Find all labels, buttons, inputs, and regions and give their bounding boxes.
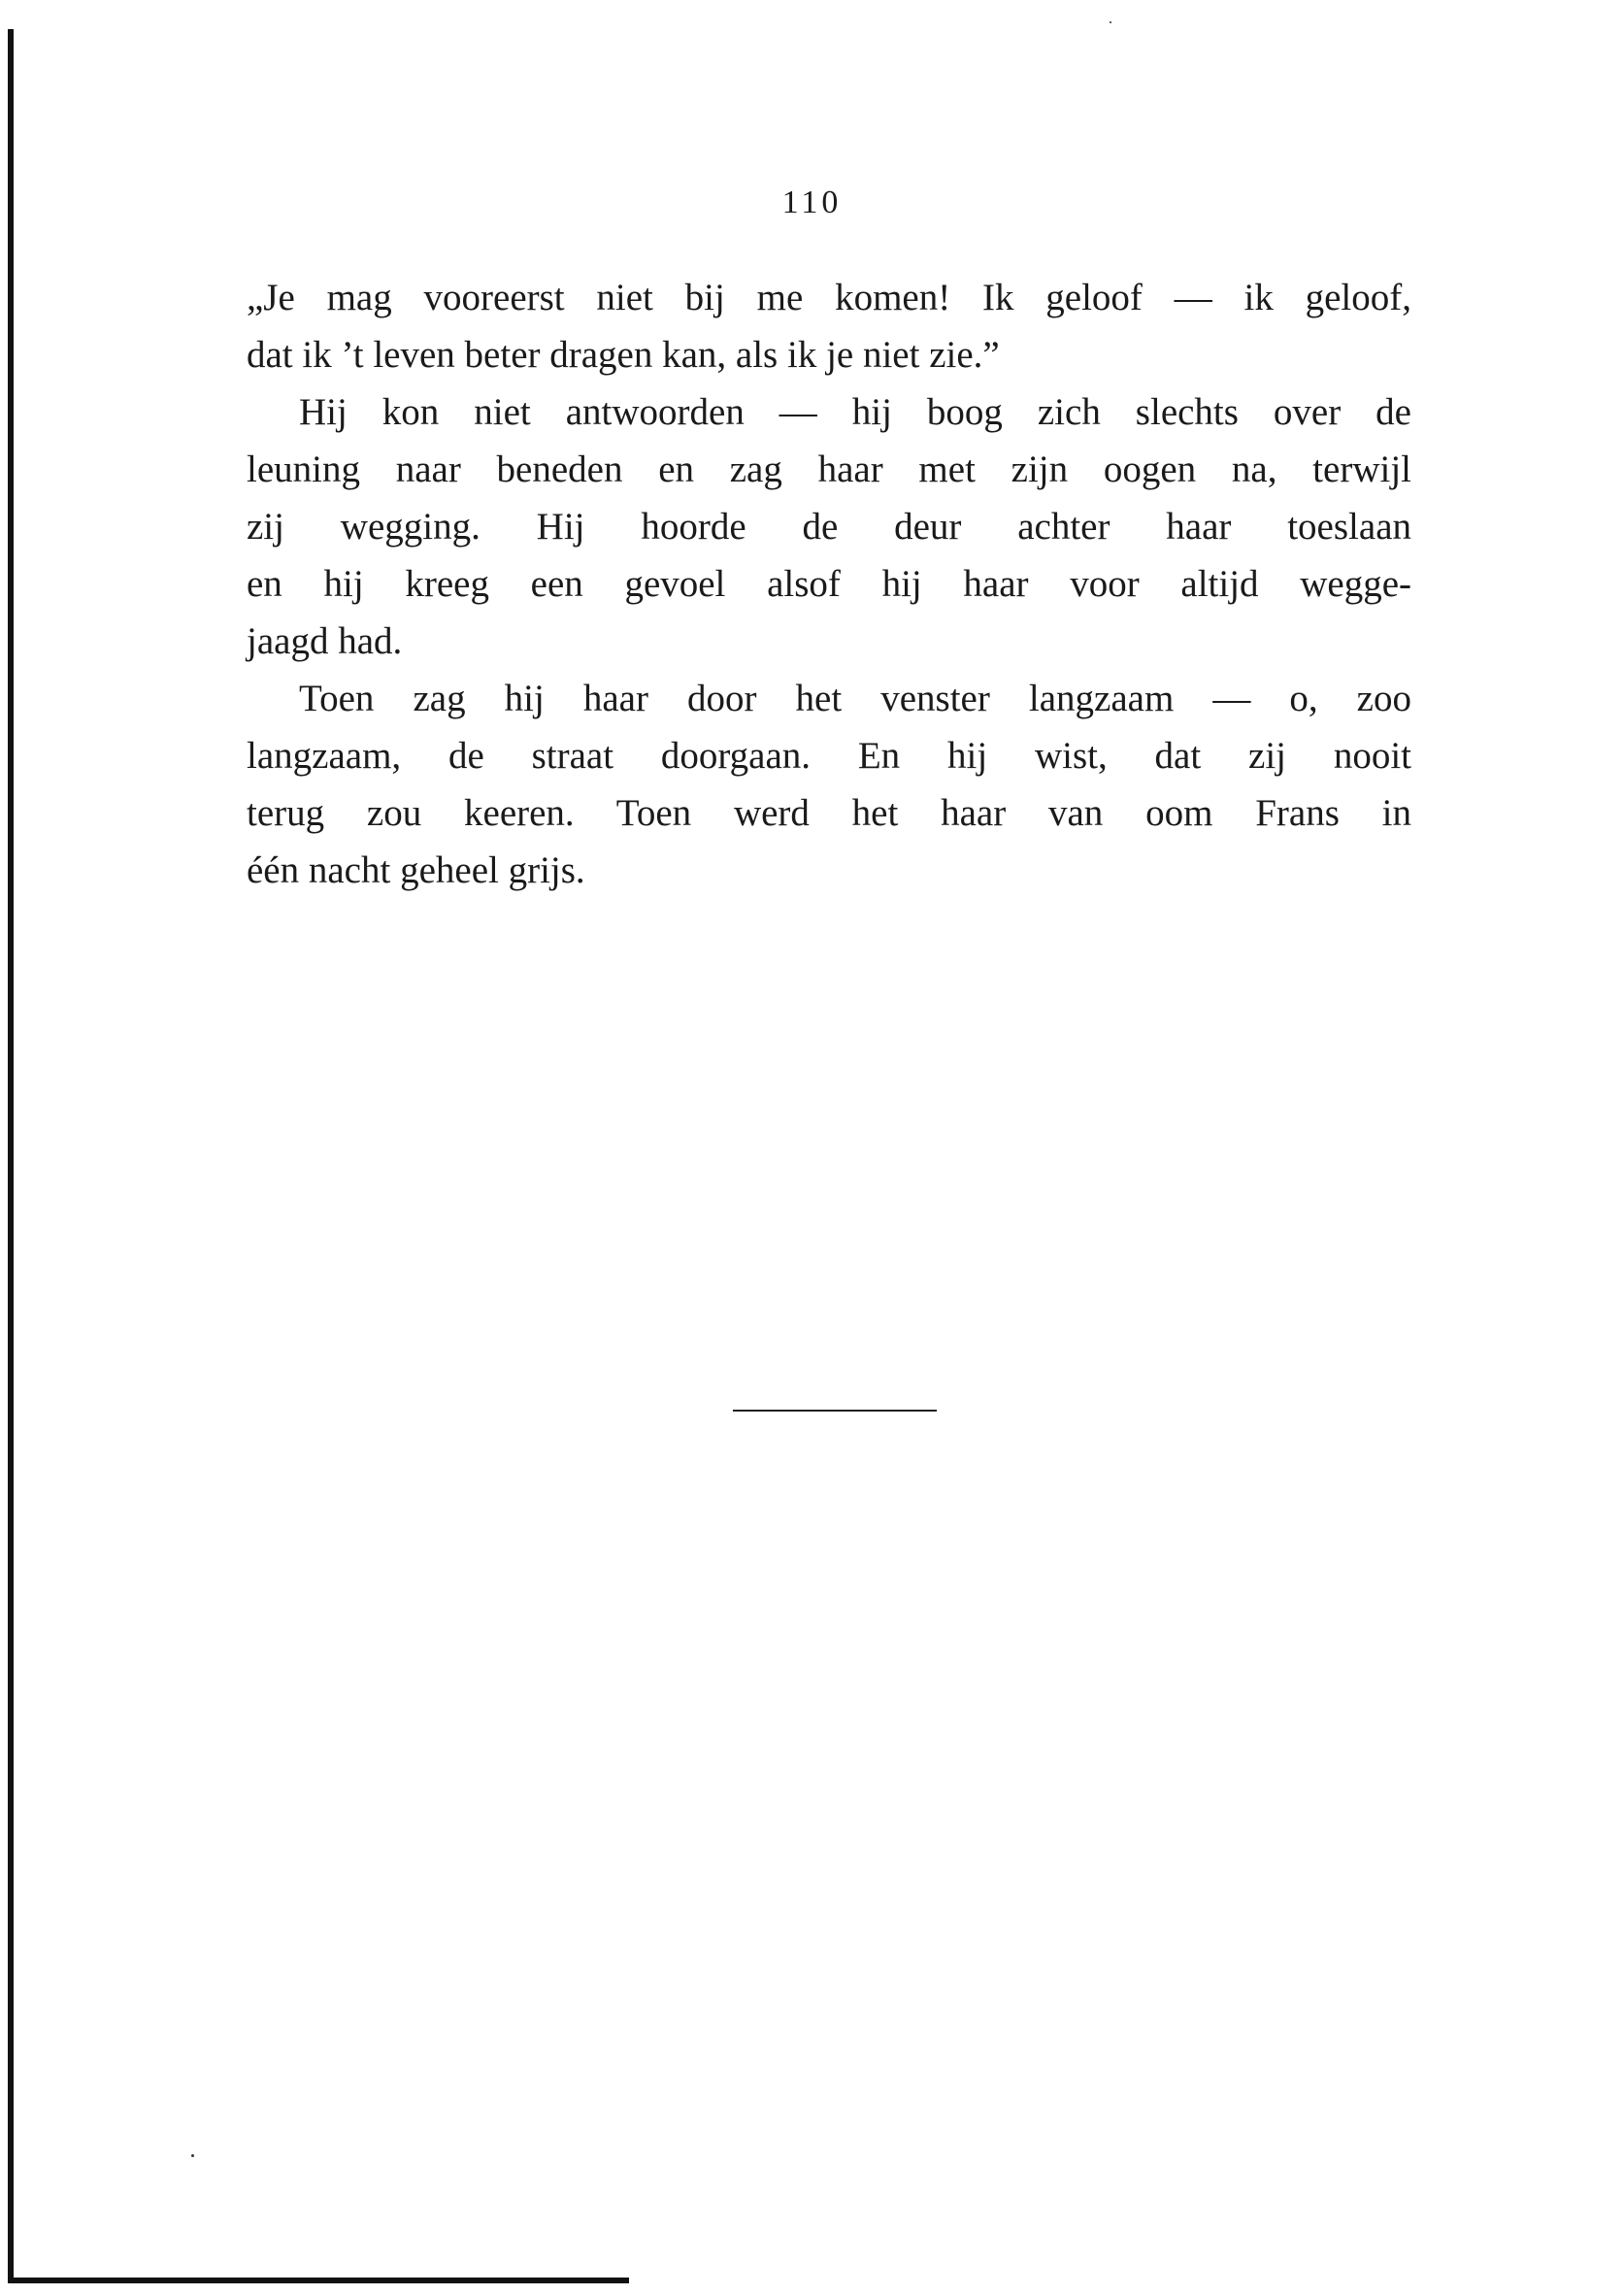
- text-line: leuning naar beneden en zag haar met zijn oogen na, terwijl: [247, 449, 1411, 490]
- text-line: één nacht geheel grijs.: [247, 849, 585, 891]
- text-line: dat ik ’t leven beter dragen kan, als ik je niet zie.”: [247, 334, 1000, 376]
- scan-edge-bottom: [8, 2278, 629, 2283]
- text-line: Toen zag hij haar door het venster langzaam — o, zoo: [299, 678, 1411, 719]
- scan-speck: [191, 2154, 194, 2157]
- text-line: „Je mag vooreerst niet bij me komen! Ik geloof — ik geloof,: [247, 277, 1411, 318]
- text-line: langzaam, de straat doorgaan. En hij wist, dat zij nooit: [247, 735, 1411, 777]
- text-line: zij wegging. Hij hoorde de deur achter haar toeslaan: [247, 506, 1411, 548]
- text-line: Hij kon niet antwoorden — hij boog zich slechts over de: [299, 391, 1411, 433]
- body-text: [247, 269, 1411, 899]
- page-number: 110: [781, 184, 843, 220]
- text-line: terug zou keeren. Toen werd het haar van oom Frans in: [247, 792, 1411, 834]
- text-line: en hij kreeg een gevoel alsof hij haar voor altijd wegge-: [247, 563, 1411, 605]
- section-end-rule: [733, 1410, 937, 1412]
- scan-edge-left: [8, 29, 14, 2281]
- text-line: jaagd had.: [247, 620, 403, 662]
- scan-speck: [1110, 21, 1111, 23]
